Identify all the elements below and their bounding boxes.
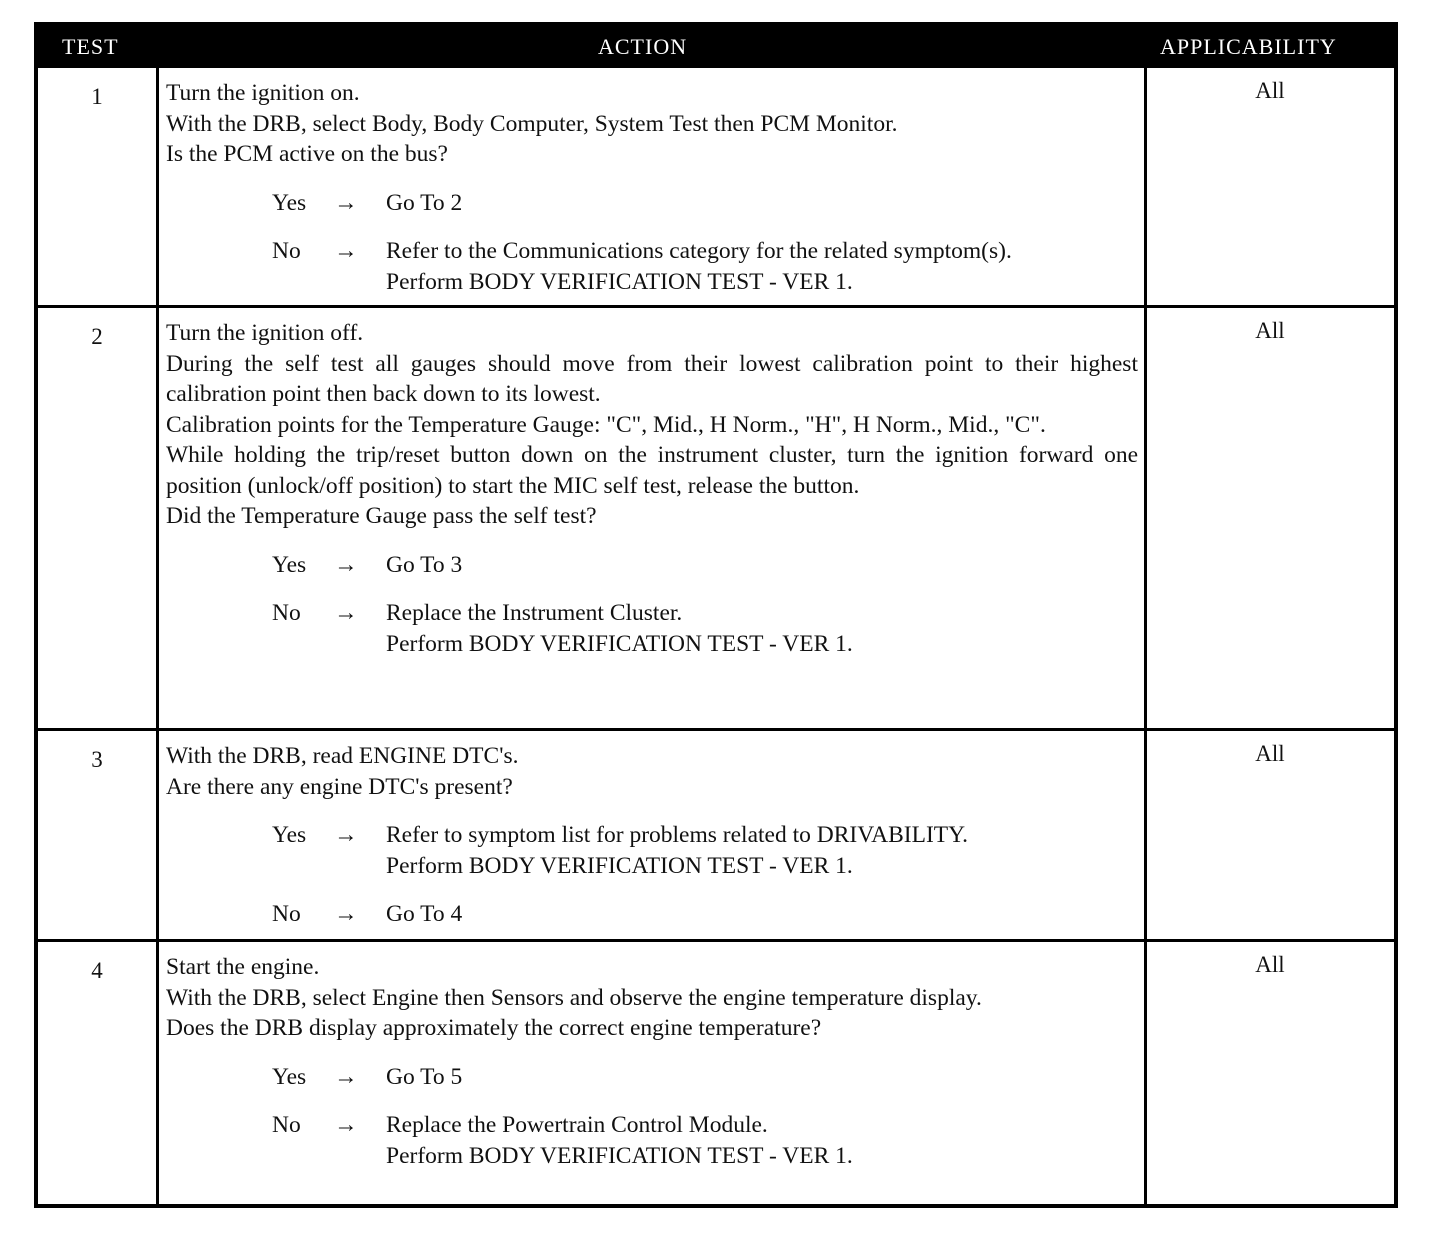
yes-branch: Yes → Refer to symptom list for problems related to DRIVABILITY. Perform BODY VERIFICATION TEST - VER 1. [272,822,968,879]
action-line: Turn the ignition on. [166,80,360,106]
applicability: All [1255,78,1285,103]
arrow-icon: → [334,551,358,578]
arrow-icon: → [334,1112,358,1138]
action-line: Calibration points for the Temperature Gauge: "C", Mid., H Norm., "H", H Norm., Mid., "C". [166,411,1046,438]
table-row [38,305,1394,729]
diagnostic-table [34,22,1398,1208]
table-row [38,728,1394,940]
yes-branch: Yes → Go To 5 [166,1062,1138,1093]
action-line: Is the PCM active on the bus? [166,141,448,167]
action-line: Does the DRB display approximately the correct engine temperature? [166,1015,822,1041]
test-number: 1 [91,84,103,109]
action-line: Are there any engine DTC's present? [166,773,513,800]
action-line: With the DRB, select Engine then Sensors and observe the engine temperature display. [166,984,982,1011]
action-line: With the DRB, select Body, Body Computer, System Test then PCM Monitor. [166,110,898,137]
applicability: All [1255,741,1285,766]
no-branch: No → Replace the Powertrain Control Module. Perform BODY VERIFICATION TEST - VER 1. [272,1112,853,1169]
action-line: While holding the trip/reset button down on the instrument cluster, turn the ignition forward one position (unlock/off position) to start the MIC self test, release the button. [166,442,1138,499]
yes-branch: Yes → Go To 3 [166,550,1138,581]
no-branch: No → Refer to the Communications category for the related symptom(s). Perform BODY VERIFICATION TEST - VER 1. [272,238,1012,295]
action-line: Turn the ignition off. [166,320,364,346]
test-number: 4 [91,958,103,983]
arrow-icon: → [334,600,358,626]
no-branch: No → Go To 4 [166,899,1138,930]
action-line: With the DRB, read ENGINE DTC's. [166,743,519,769]
action-line: Did the Temperature Gauge pass the self test? [166,503,597,529]
arrow-icon: → [334,901,358,927]
arrow-icon: → [334,822,358,848]
arrow-icon: → [334,238,358,264]
action-cell [166,741,1138,930]
arrow-icon: → [334,189,358,216]
test-number: 3 [91,747,103,772]
yes-branch: Yes → Go To 2 [166,188,1138,219]
action-cell [166,952,1138,1171]
table-header [38,26,1394,68]
header-action: ACTION [598,34,688,59]
table-row [38,939,1394,1208]
no-branch: No → Replace the Instrument Cluster. Perform BODY VERIFICATION TEST - VER 1. [272,600,853,657]
applicability: All [1255,952,1285,977]
arrow-icon: → [334,1063,358,1090]
test-number: 2 [91,324,103,349]
action-cell [166,78,1138,297]
table-row [38,65,1394,306]
action-cell [166,318,1138,659]
action-line: Start the engine. [166,954,320,980]
header-applicability: APPLICABILITY [1160,34,1337,59]
header-test: TEST [62,34,119,59]
applicability: All [1255,318,1285,343]
action-line: During the self test all gauges should move from their lowest calibration point to their highest calibration point then back down to its lowest. [166,350,1138,407]
